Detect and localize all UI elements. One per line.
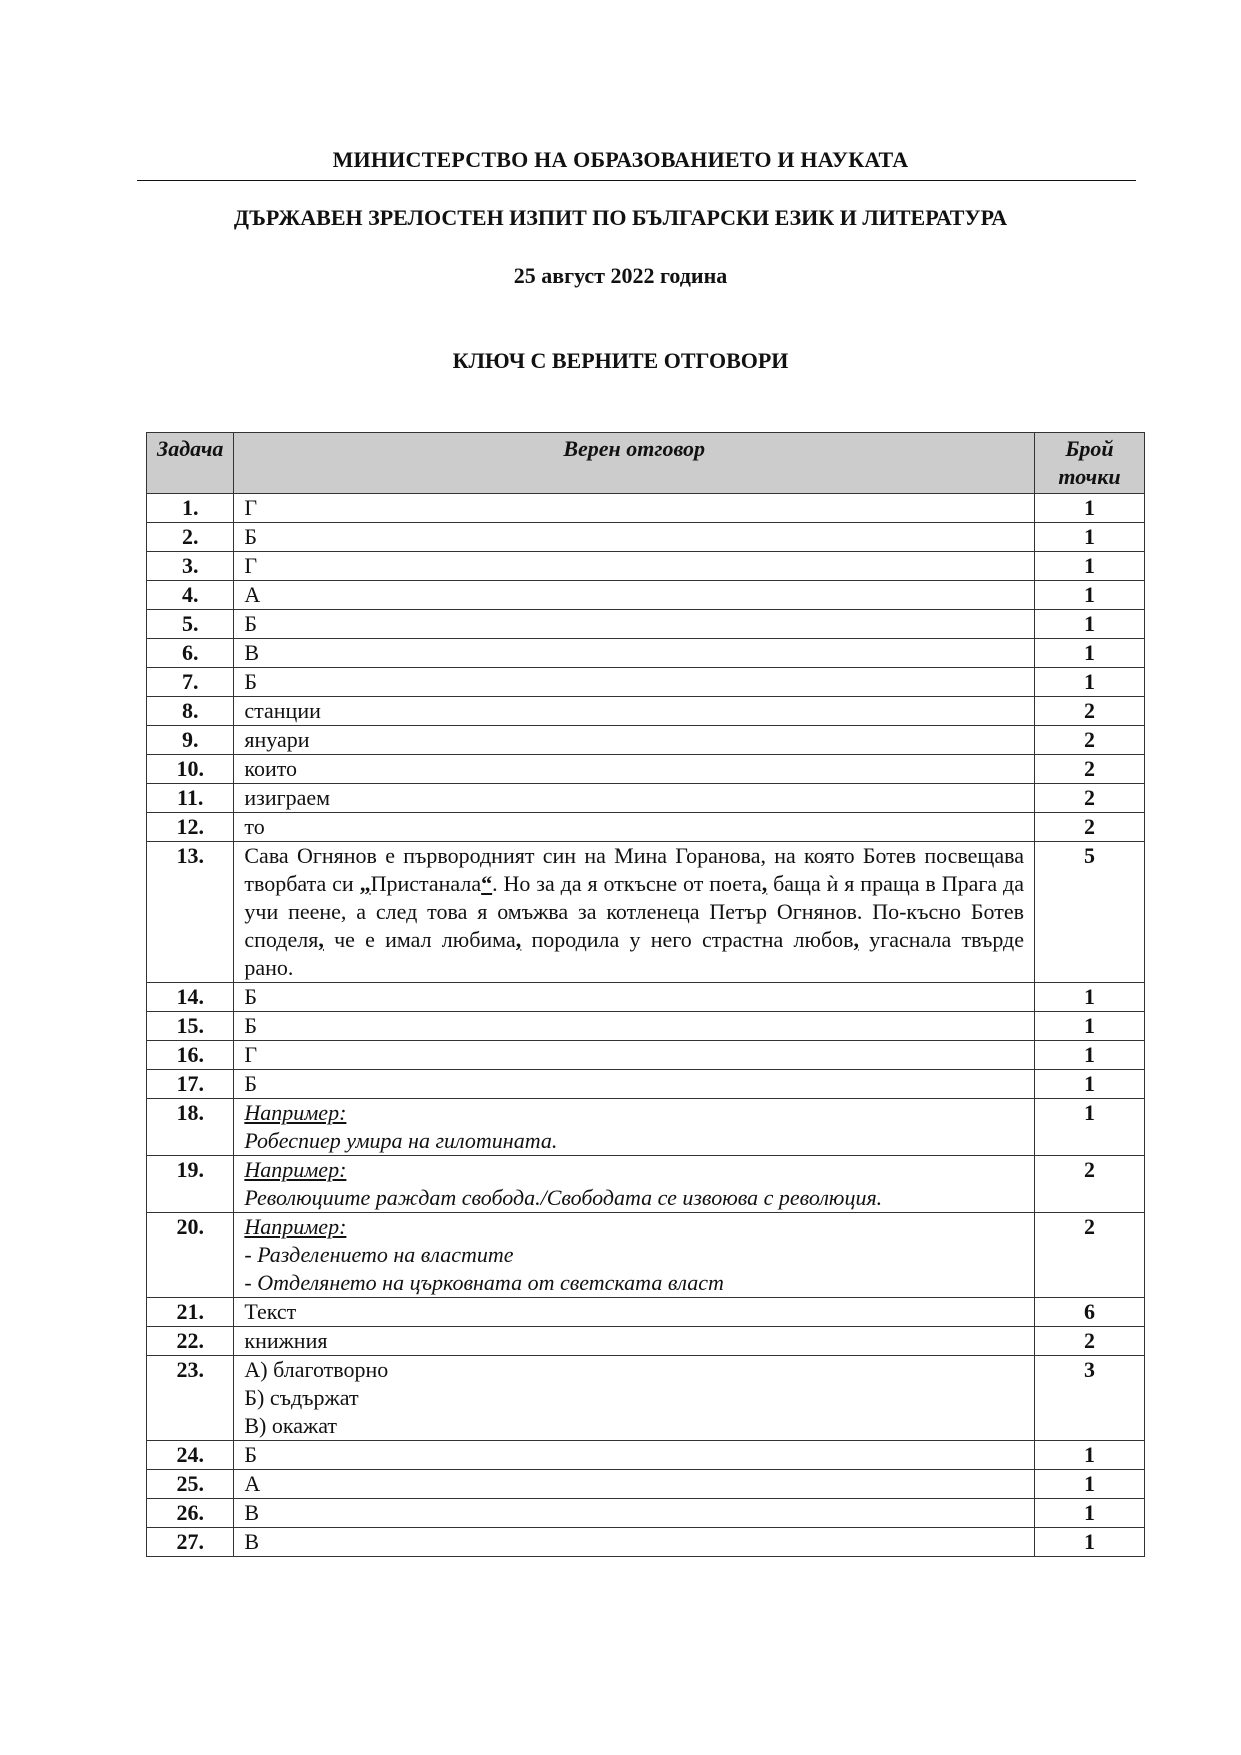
answer-cell: Г [234,494,1035,523]
answer-text-part: Сава Огнянов е първородният син на Мина Горанова, на която Ботев посвещава творбата си [244,843,1024,896]
answer-cell: В [234,1528,1035,1557]
answer-text-part: баща ѝ я праща в Прага да учи пеене, а след това я омъжва за котленеца Петър Огнянов. По-късно Ботев споделя [244,871,1024,952]
points-cell: 2 [1035,1213,1145,1298]
answer-key-title: КЛЮЧ С ВЕРНИТЕ ОТГОВОРИ [452,348,789,373]
answer-cell: В [234,1499,1035,1528]
task-number: 3. [147,552,234,581]
task-number: 17. [147,1070,234,1099]
task-number: 5. [147,610,234,639]
answer-cell: то [234,813,1035,842]
points-cell: 2 [1035,784,1145,813]
points-cell: 1 [1035,552,1145,581]
ministry-title: МИНИСТЕРСТВО НА ОБРАЗОВАНИЕТО И НАУКАТА [332,147,909,172]
inserted-mark: , [853,927,860,952]
task-number: 19. [147,1156,234,1213]
answer-cell: Б [234,523,1035,552]
points-cell: 1 [1035,1499,1145,1528]
answer-cell: А [234,1470,1035,1499]
table-row [147,1012,1145,1041]
table-row [147,610,1145,639]
points-cell: 2 [1035,1327,1145,1356]
answer-cell: които [234,755,1035,784]
inserted-mark: , [318,927,324,952]
exam-title: ДЪРЖАВЕН ЗРЕЛОСТЕН ИЗПИТ ПО БЪЛГАРСКИ ЕЗИК И ЛИТЕРАТУРА [233,205,1008,230]
table-row [147,1356,1145,1441]
answer-cell: Б [234,668,1035,697]
table-row [147,1041,1145,1070]
answer-cell: В [234,639,1035,668]
task-number: 18. [147,1099,234,1156]
answer-text-part: породила у него страстна любов [521,927,854,952]
table-row [147,697,1145,726]
answer-text-part: . Но за да я откъсне от поета [492,871,762,896]
answer-cell: А [234,581,1035,610]
example-label: Например: [244,1157,347,1182]
points-cell: 1 [1035,639,1145,668]
points-cell: 1 [1035,1528,1145,1557]
table-body [147,494,1145,1557]
answer-text-part: угаснала твърде рано. [244,927,1024,980]
table-row [147,755,1145,784]
table-row [147,1441,1145,1470]
points-cell: 2 [1035,726,1145,755]
points-cell: 5 [1035,842,1145,983]
example-label: Например: [244,1100,347,1125]
points-cell: 1 [1035,1470,1145,1499]
task-number: 15. [147,1012,234,1041]
table-header-row [147,433,1145,494]
answer-cell: Текст [234,1298,1035,1327]
task-number: 20. [147,1213,234,1298]
table-row [147,552,1145,581]
task-number: 9. [147,726,234,755]
header-points: Брой точки [1035,433,1145,494]
task-number: 25. [147,1470,234,1499]
points-cell: 2 [1035,755,1145,784]
inserted-mark: , [515,927,522,952]
example-answer-line: Революциите раждат свобода./Свободата се извоюва с революция. [244,1185,883,1210]
task-number: 10. [147,755,234,784]
answer-cell [234,1099,1035,1156]
points-cell: 1 [1035,523,1145,552]
task-number: 26. [147,1499,234,1528]
exam-date: 25 август 2022 година [513,263,728,288]
answer-cell: станции [234,697,1035,726]
table-row [147,581,1145,610]
task-number: 13. [147,842,234,983]
task-number: 12. [147,813,234,842]
answer-cell: книжния [234,1327,1035,1356]
task-number: 2. [147,523,234,552]
table-row [147,1070,1145,1099]
answer-cell: Г [234,1041,1035,1070]
table-row [147,983,1145,1012]
points-cell: 3 [1035,1356,1145,1441]
table-row [147,1470,1145,1499]
answer-key-table [146,432,1145,1557]
header-answer: Верен отговор [234,433,1035,494]
points-cell: 1 [1035,494,1145,523]
table-row [147,668,1145,697]
task-number: 11. [147,784,234,813]
points-cell: 2 [1035,697,1145,726]
answer-cell: януари [234,726,1035,755]
table-row [147,1099,1145,1156]
answer-text-part: Пристанала [370,871,482,896]
answer-text-part: че е имал любима [323,927,516,952]
header-task: Задача [147,433,234,494]
task-number: 14. [147,983,234,1012]
points-cell: 1 [1035,1099,1145,1156]
answer-cell: Б [234,983,1035,1012]
answer-cell: Г [234,552,1035,581]
example-answer-line: Робеспиер умира на гилотината. [244,1128,558,1153]
points-cell: 1 [1035,668,1145,697]
inserted-mark: „ [359,871,371,896]
example-answer-line: - Разделението на властите [244,1242,514,1267]
header-divider [137,180,1136,181]
table-row [147,639,1145,668]
points-cell: 1 [1035,1041,1145,1070]
points-cell: 1 [1035,581,1145,610]
table-row [147,784,1145,813]
task-number: 23. [147,1356,234,1441]
table-row [147,1528,1145,1557]
answer-line: В) окажат [244,1413,338,1438]
task-number: 16. [147,1041,234,1070]
table-row [147,1499,1145,1528]
answer-cell: Б [234,1441,1035,1470]
answer-cell [234,842,1035,983]
table-row [147,1327,1145,1356]
table-row [147,523,1145,552]
example-answer-line: - Отделянето на църковната от светската власт [244,1270,724,1295]
points-cell: 1 [1035,1441,1145,1470]
points-cell: 1 [1035,983,1145,1012]
table-row [147,813,1145,842]
task-number: 4. [147,581,234,610]
points-cell: 2 [1035,1156,1145,1213]
task-number: 27. [147,1528,234,1557]
task-number: 8. [147,697,234,726]
table-row [147,726,1145,755]
task-number: 22. [147,1327,234,1356]
example-label: Например: [244,1214,347,1239]
points-cell: 1 [1035,1012,1145,1041]
table-row [147,1298,1145,1327]
answer-cell [234,1356,1035,1441]
inserted-mark: , [761,871,768,896]
answer-cell: Б [234,610,1035,639]
answer-cell: Б [234,1012,1035,1041]
table-row [147,1156,1145,1213]
points-cell: 6 [1035,1298,1145,1327]
task-number: 1. [147,494,234,523]
task-number: 6. [147,639,234,668]
task-number: 21. [147,1298,234,1327]
points-cell: 2 [1035,813,1145,842]
table-row [147,842,1145,983]
table-row [147,1213,1145,1298]
answer-cell: Б [234,1070,1035,1099]
answer-cell [234,1213,1035,1298]
answer-cell: изиграем [234,784,1035,813]
task-number: 24. [147,1441,234,1470]
answer-line: Б) съдържат [244,1385,359,1410]
task-number: 7. [147,668,234,697]
points-cell: 1 [1035,610,1145,639]
table-row [147,494,1145,523]
answer-line: А) благотворно [244,1357,389,1382]
answer-cell [234,1156,1035,1213]
inserted-mark: “ [481,871,493,896]
points-cell: 1 [1035,1070,1145,1099]
